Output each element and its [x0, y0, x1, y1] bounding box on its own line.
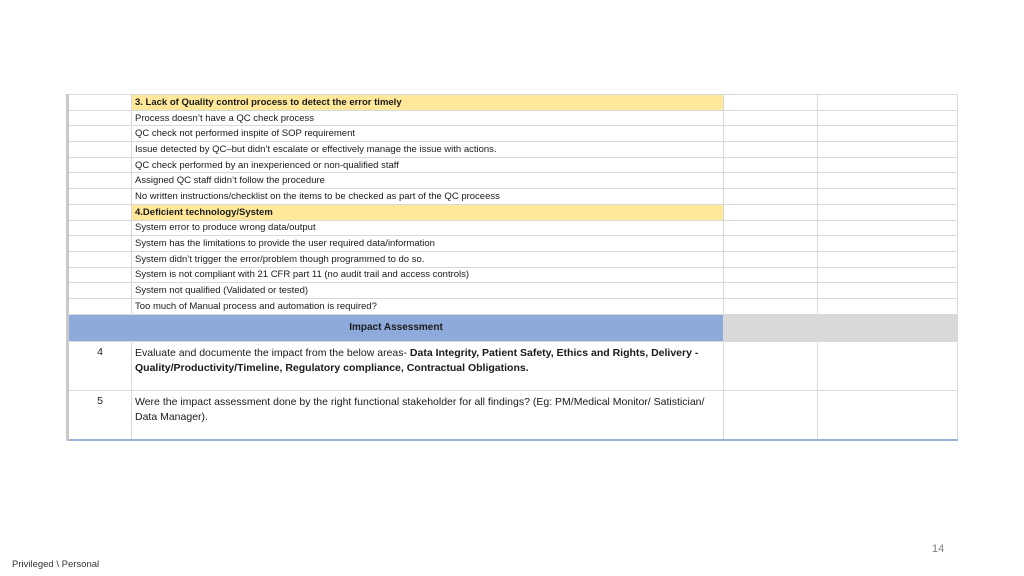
list-item: System is not compliant with 21 CFR part 11 (no audit trail and access controls) [132, 267, 724, 283]
impact-header-row [68, 314, 958, 341]
table-row [68, 189, 958, 205]
list-item: System has the limitations to provide the user required data/information [132, 236, 724, 252]
row-number-cell [68, 204, 132, 220]
impact-row-text [132, 341, 724, 390]
list-item: No written instructions/checklist on the items to be checked as part of the QC proceess [132, 189, 724, 205]
impact-assessment-heading: Impact Assessment [68, 314, 724, 341]
impact-text-plain: Evaluate and documente the impact from the below areas- [135, 346, 410, 359]
list-item: System didn’t trigger the error/problem though programmed to do so. [132, 251, 724, 267]
row-number: 4 [68, 341, 132, 390]
section-heading: 4.Deficient technology/System [132, 204, 724, 220]
list-item: System error to produce wrong data/output [132, 220, 724, 236]
empty-cell [818, 204, 958, 220]
row-number-cell [68, 95, 132, 111]
assessment-sheet [66, 94, 958, 441]
list-item: Too much of Manual process and automation is required? [132, 298, 724, 314]
impact-row-text [132, 390, 724, 440]
list-item: Process doesn’t have a QC check process [132, 110, 724, 126]
section-heading: 3. Lack of Quality control process to detect the error timely [132, 95, 724, 111]
list-item: QC check performed by an inexperienced or non-qualified staff [132, 157, 724, 173]
table-row [68, 236, 958, 252]
classification-footer: Privileged \ Personal [12, 559, 100, 570]
impact-text-plain: Were the impact assessment done by the right functional stakeholder for all findings? (Eg: PM/Medical Monitor/ Satistician/ Data Manager). [135, 395, 705, 423]
empty-cell [724, 95, 818, 111]
impact-grey-cell [724, 314, 958, 341]
section-heading-row [68, 204, 958, 220]
empty-cell [818, 95, 958, 111]
table-row [68, 157, 958, 173]
table-row [68, 267, 958, 283]
table-row [68, 283, 958, 299]
table-row [68, 126, 958, 142]
empty-cell [724, 204, 818, 220]
list-item: System not qualified (Validated or tested) [132, 283, 724, 299]
impact-row [68, 341, 958, 390]
row-number: 5 [68, 390, 132, 440]
impact-text-bold: Data Integrity, Patient Safety, Ethics and Rights, Delivery - Quality/Productivity/Timeline, Regulatory compliance, Contractual Obligations. [135, 346, 699, 374]
table-row [68, 298, 958, 314]
list-item: Issue detected by QC–but didn’t escalate or effectively manage the issue with actions. [132, 142, 724, 158]
section-heading-row [68, 95, 958, 111]
table-row [68, 220, 958, 236]
list-item: Assigned QC staff didn’t follow the procedure [132, 173, 724, 189]
table-row [68, 110, 958, 126]
slide-number: 14 [932, 543, 945, 555]
list-item: QC check not performed inspite of SOP requirement [132, 126, 724, 142]
table-row [68, 251, 958, 267]
impact-row [68, 390, 958, 440]
table-row [68, 173, 958, 189]
table-row [68, 142, 958, 158]
